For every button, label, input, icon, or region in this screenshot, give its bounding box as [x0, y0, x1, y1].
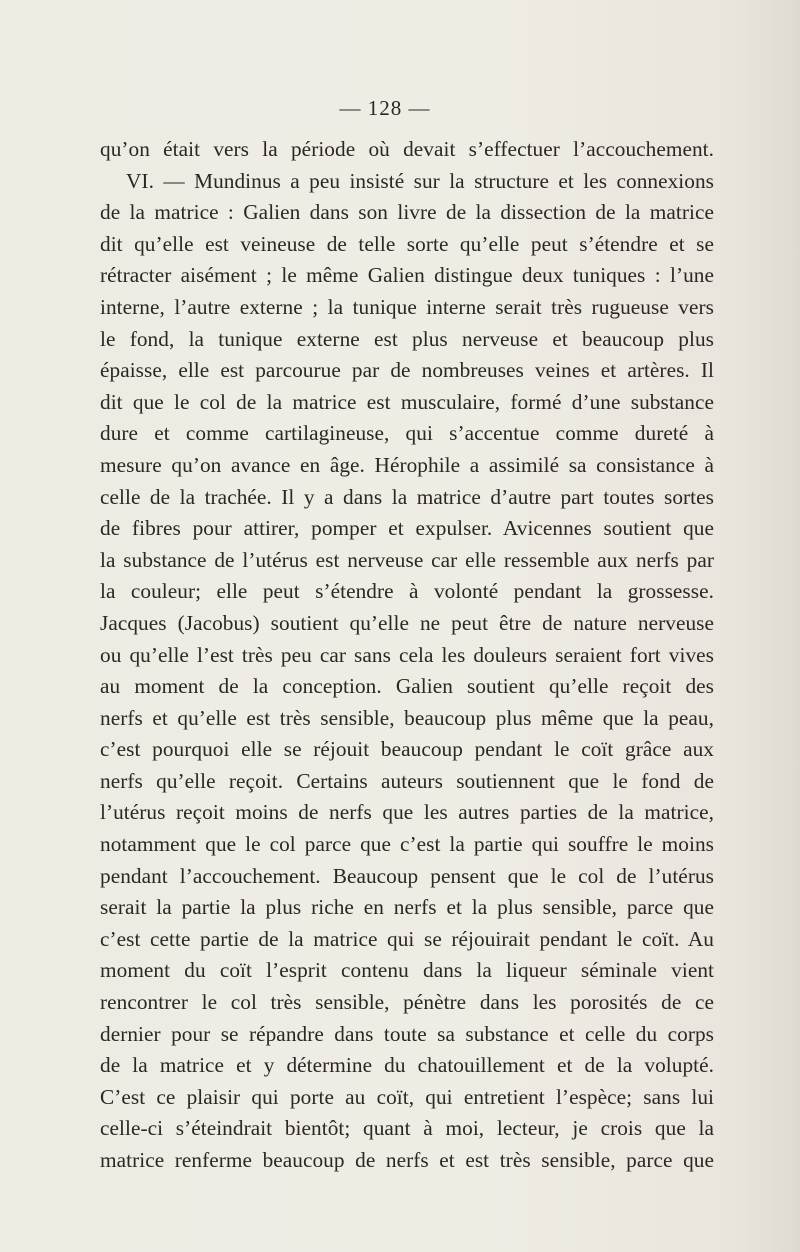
- text-line: dit qu’elle est veineuse de telle sorte qu’elle peut s’étendre et se: [100, 231, 714, 256]
- text-line: interne, l’autre externe ; la tunique interne serait très rugueuse vers: [100, 294, 714, 319]
- text-line: l’utérus reçoit moins de nerfs que les autres parties de la matrice,: [100, 800, 714, 825]
- text-line: rétracter aisément ; le même Galien distingue deux tuniques : l’une: [100, 263, 714, 288]
- text-line: nerfs qu’elle reçoit. Certains auteurs soutiennent que le fond de: [100, 768, 714, 793]
- text-line: ou qu’elle l’est très peu car sans cela les douleurs seraient fort vives: [100, 642, 714, 667]
- text-line: C’est ce plaisir qui porte au coït, qui entretient l’espèce; sans lui: [100, 1084, 714, 1109]
- text-line: celle-ci s’éteindrait bientôt; quant à moi, lecteur, je crois que la: [100, 1116, 714, 1141]
- text-line: notamment que le col parce que c’est la partie qui souffre le moins: [100, 832, 714, 857]
- page-number-header: — 128 —: [339, 96, 431, 120]
- text-line: dernier pour se répandre dans toute sa substance et celle du corps: [100, 1021, 714, 1046]
- text-line: nerfs et qu’elle est très sensible, beaucoup plus même que la peau,: [100, 705, 714, 730]
- text-line: serait la partie la plus riche en nerfs et la plus sensible, parce que: [100, 895, 714, 920]
- text-line: mesure qu’on avance en âge. Hérophile a assimilé sa consistance à: [100, 452, 714, 477]
- text-line: qu’on était vers la période où devait s’effectuer l’accouchement.: [100, 137, 714, 161]
- text-line: au moment de la conception. Galien soutient qu’elle reçoit des: [100, 674, 714, 699]
- body-text: [100, 134, 714, 1177]
- text-line: celle de la trachée. Il y a dans la matrice d’autre part toutes sortes: [100, 484, 714, 509]
- text-line: pendant l’accouchement. Beaucoup pensent que le col de l’utérus: [100, 863, 714, 888]
- text-line: la couleur; elle peut s’étendre à volonté pendant la grossesse.: [100, 579, 714, 604]
- text-line: rencontrer le col très sensible, pénètre dans les porosités de ce: [100, 990, 714, 1015]
- text-line: dure et comme cartilagineuse, qui s’accentue comme dureté à: [100, 421, 714, 446]
- text-line: de la matrice et y détermine du chatouillement et de la volupté.: [100, 1053, 714, 1078]
- text-line: c’est cette partie de la matrice qui se réjouirait pendant le coït. Au: [100, 926, 714, 951]
- text-line: épaisse, elle est parcourue par de nombreuses veines et artères. Il: [100, 358, 714, 383]
- text-line: de fibres pour attirer, pomper et expulser. Avicennes soutient que: [100, 516, 714, 541]
- text-line: dit que le col de la matrice est musculaire, formé d’une substance: [100, 389, 714, 414]
- text-line: de la matrice : Galien dans son livre de la dissection de la matrice: [100, 200, 714, 225]
- text-line: moment du coït l’esprit contenu dans la liqueur séminale vient: [100, 958, 714, 983]
- text-line: Jacques (Jacobus) soutient qu’elle ne peut être de nature nerveuse: [100, 610, 714, 635]
- text-line: la substance de l’utérus est nerveuse car elle ressemble aux nerfs par: [100, 547, 714, 572]
- text-line: VI. — Mundinus a peu insisté sur la structure et les connexions: [126, 168, 714, 193]
- text-line: c’est pourquoi elle se réjouit beaucoup pendant le coït grâce aux: [100, 737, 714, 762]
- text-line: le fond, la tunique externe est plus nerveuse et beaucoup plus: [100, 326, 714, 351]
- text-line: matrice renferme beaucoup de nerfs et est très sensible, parce que: [100, 1148, 714, 1172]
